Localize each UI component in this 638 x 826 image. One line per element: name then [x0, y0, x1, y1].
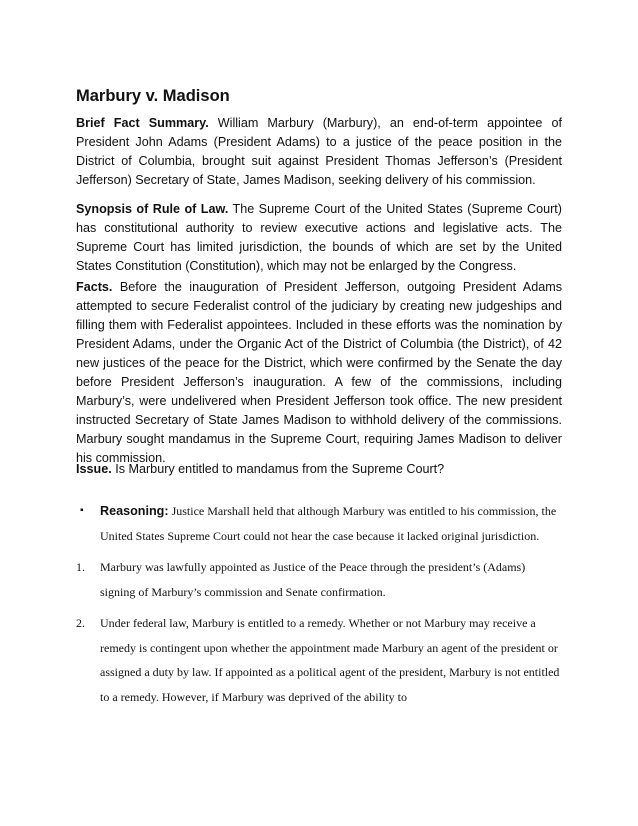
- reasoning-list: [76, 499, 562, 709]
- brief-fact-summary-heading: Brief Fact Summary.: [76, 116, 209, 130]
- list-item-text: Under federal law, Marbury is entitled to a remedy. Whether or not Marbury may receive a remedy is contingent upon whether the appointment made Marbury an agent of the president or assigned a duty by law. If appointed as a political agent of the president, Marbury is not entitled to a remedy. However, if Marbury was deprived of the ability to: [100, 616, 560, 704]
- square-bullet-icon: ▪: [80, 505, 84, 516]
- list-item-text: Marbury was lawfully appointed as Justice of the Peace through the president’s (Adams) signing of Marbury’s commission and Senate confirmation.: [100, 560, 526, 599]
- list-item: [76, 499, 562, 548]
- brief-fact-summary-text: William Marbury (Marbury), an end-of-term appointee of President John Adams (President Adams) to a justice of the peace position in the District of Columbia, brought suit against President Thomas Jefferson’s (President Jefferson) Secretary of State, James Madison, seeking delivery of his commission.: [76, 116, 562, 187]
- brief-fact-summary-paragraph: [76, 114, 562, 190]
- synopsis-paragraph: [76, 200, 562, 276]
- list-item: [76, 611, 562, 709]
- facts-paragraph: [76, 278, 562, 468]
- issue-heading: Issue.: [76, 462, 112, 476]
- list-item: [76, 555, 562, 604]
- document-title: Marbury v. Madison: [76, 87, 230, 105]
- list-number: 1.: [76, 560, 85, 574]
- facts-text: Before the inauguration of President Jefferson, outgoing President Adams attempted to secure Federalist control of the judiciary by creating new judgeships and filling them with Federalist appointees. Included in these efforts was the nomination by President Adams, under the Organic Act of the District of Columbia (the District), of 42 new justices of the peace for the District, which were confirmed by the Senate the day before President Jefferson’s inauguration. A few of the commissions, including Marbury’s, were undelivered when President Jefferson took office. The new president instructed Secretary of State James Madison to withhold delivery of the commissions. Marbury sought mandamus in the Supreme Court, requiring James Madison to deliver his commission.: [76, 280, 562, 465]
- issue-text: Is Marbury entitled to mandamus from the Supreme Court?: [111, 462, 445, 476]
- synopsis-text: The Supreme Court of the United States (Supreme Court) has constitutional authority to review executive actions and legislative acts. The Supreme Court has limited jurisdiction, the bounds of which are set by the United States Constitution (Constitution), which may not be enlarged by the Congress.: [76, 202, 563, 273]
- facts-heading: Facts.: [76, 280, 113, 294]
- reasoning-text: Justice Marshall held that although Marbury was entitled to his commission, the United States Supreme Court could not hear the case because it lacked original jurisdiction.: [100, 504, 557, 543]
- synopsis-heading: Synopsis of Rule of Law.: [76, 202, 229, 216]
- issue-paragraph: [76, 460, 562, 479]
- list-number: 2.: [76, 616, 85, 630]
- reasoning-heading: Reasoning:: [100, 504, 169, 518]
